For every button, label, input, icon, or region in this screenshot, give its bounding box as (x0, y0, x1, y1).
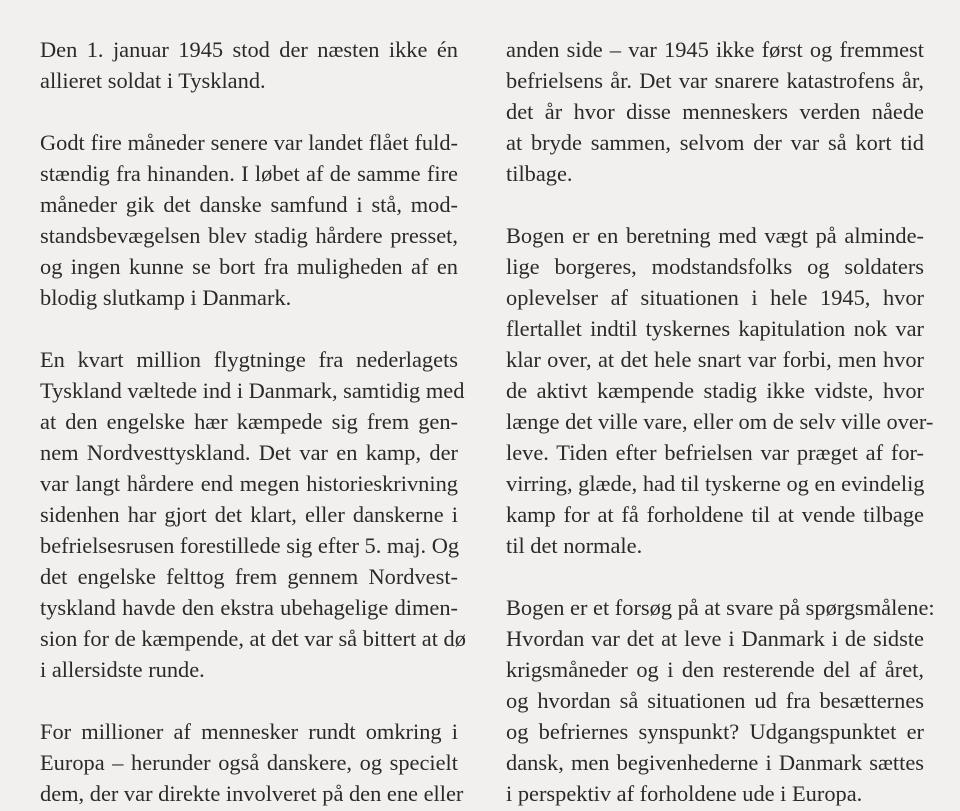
left-column (40, 34, 466, 811)
text-line: stændig fra hinanden. I løbet af de samme fire (40, 161, 458, 186)
text-line: sion for de kæmpende, at det var så bittert at dø (40, 626, 466, 651)
text-line: at den engelske hær kæmpede sig frem gen- (40, 409, 458, 434)
text-line: leve. Tiden efter befrielsen var præget af for- (506, 440, 924, 465)
paragraph (506, 34, 924, 189)
text-line: Den 1. januar 1945 stod der næsten ikke én (40, 37, 458, 62)
text-line: til det normale. (506, 533, 643, 558)
text-line: og hvordan så situationen ud fra besætternes (506, 688, 924, 713)
text-line: dansk, men begivenhederne i Danmark sættes (506, 750, 924, 775)
text-line: længe det ville vare, eller om de selv ville over- (506, 409, 934, 434)
text-line: standsbevægelsen blev stadig hårdere presset, (40, 223, 458, 248)
text-line: tyskland havde den ekstra ubehagelige dimen- (40, 595, 458, 620)
text-line: sidenhen har gjort det klart, eller danskerne i (40, 502, 458, 527)
text-line: Hvordan var det at leve i Danmark i de sidste (506, 626, 924, 651)
text-line: og befriernes synspunkt? Udgangspunktet er (506, 719, 924, 744)
text-line: dem, der var direkte involveret på den ene eller (40, 781, 464, 806)
text-line: var langt hårdere end megen historieskrivning (40, 471, 458, 496)
text-line: virring, glæde, had til tyskerne og en evindelig (506, 471, 925, 496)
text-line: nem Nordvesttyskland. Det var en kamp, der (40, 440, 458, 465)
text-line: det år hvor disse menneskers verden nåede (506, 99, 924, 124)
text-line: Godt fire måneder senere var landet flået fuld- (40, 130, 458, 155)
text-line: anden side – var 1945 ikke først og fremmest (506, 37, 924, 62)
text-line: Bogen er en beretning med vægt på alminde- (506, 223, 924, 248)
right-column (506, 34, 935, 811)
text-line: flertallet indtil tyskernes kapitulation nok var (506, 316, 924, 341)
text-line: i perspektiv af forholdene ude i Europa. (506, 781, 863, 806)
text-line: En kvart million flygtninge fra nederlagets (40, 347, 458, 372)
paragraph (506, 592, 935, 809)
text-line: oplevelser af situationen i hele 1945, hvor (506, 285, 924, 310)
text-line: blodig slutkamp i Danmark. (40, 285, 292, 310)
text-line: måneder gik det danske samfund i stå, mod- (40, 192, 458, 217)
text-line: Tyskland væltede ind i Danmark, samtidig med (40, 378, 465, 403)
text-line: de aktivt kæmpende stadig ikke vidste, hvor (506, 378, 924, 403)
text-line: befrielsesrusen forestillede sig efter 5. maj. Og (40, 533, 460, 558)
text-line: Europa – herunder også danskere, og specielt (40, 750, 458, 775)
text-line: at bryde sammen, selvom der var så kort tid (506, 130, 924, 155)
paragraph (40, 344, 466, 685)
paragraph (40, 127, 458, 313)
text-line: krigsmåneder og i den resterende del af året, (506, 657, 924, 682)
text-line: tilbage. (506, 161, 573, 186)
paragraph (40, 34, 458, 96)
text-line: klar over, at det hele snart var forbi, men hvor (506, 347, 924, 372)
paragraph (40, 716, 464, 809)
text-line: det engelske felttog frem gennem Nordvest- (40, 564, 458, 589)
text-line: allieret soldat i Tyskland. (40, 68, 266, 93)
text-line: Bogen er et forsøg på at svare på spørgsmålene: (506, 595, 935, 620)
text-line: i allersidste runde. (40, 657, 205, 682)
text-line: og ingen kunne se bort fra muligheden af en (40, 254, 458, 279)
text-line: befrielsens år. Det var snarere katastrofens år, (506, 68, 924, 93)
text-line: For millioner af mennesker rundt omkring i (40, 719, 458, 744)
text-line: kamp for at få forholdene til at vende tilbage (506, 502, 924, 527)
paragraph (506, 220, 934, 561)
text-line: lige borgeres, modstandsfolks og soldaters (506, 254, 924, 279)
